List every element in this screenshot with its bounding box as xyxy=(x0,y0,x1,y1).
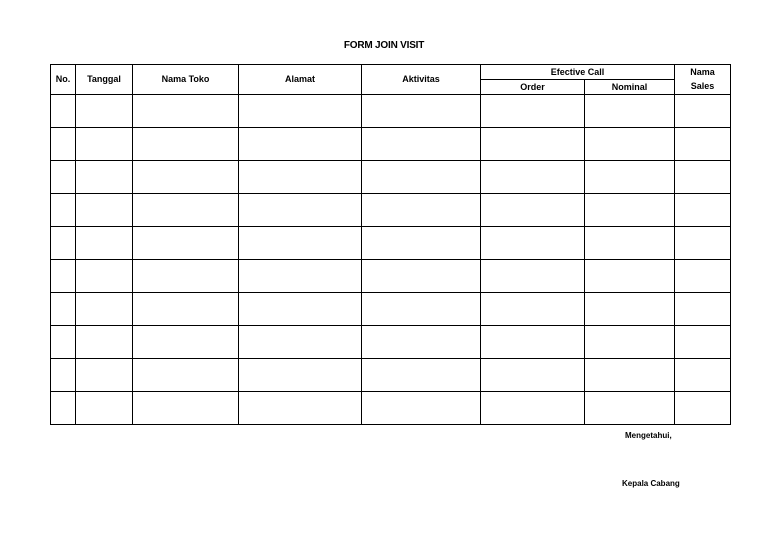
header-efective-call: Efective Call xyxy=(481,65,675,80)
tanggal-cell[interactable] xyxy=(76,260,133,293)
nama-toko-cell[interactable] xyxy=(133,161,239,194)
order-cell[interactable] xyxy=(481,392,585,425)
aktivitas-cell[interactable] xyxy=(362,359,481,392)
tanggal-cell[interactable] xyxy=(76,359,133,392)
nominal-cell[interactable] xyxy=(585,194,675,227)
aktivitas-cell[interactable] xyxy=(362,260,481,293)
nama-toko-cell[interactable] xyxy=(133,95,239,128)
no-cell[interactable] xyxy=(51,128,76,161)
tanggal-cell[interactable] xyxy=(76,95,133,128)
nominal-cell[interactable] xyxy=(585,161,675,194)
alamat-cell[interactable] xyxy=(239,194,362,227)
no-cell[interactable] xyxy=(51,161,76,194)
order-cell[interactable] xyxy=(481,95,585,128)
nama-toko-cell[interactable] xyxy=(133,128,239,161)
order-cell[interactable] xyxy=(481,293,585,326)
tanggal-cell[interactable] xyxy=(76,161,133,194)
join-visit-table xyxy=(50,64,731,425)
tanggal-cell[interactable] xyxy=(76,194,133,227)
nama-sales-cell[interactable] xyxy=(675,95,731,128)
nama-toko-cell[interactable] xyxy=(133,392,239,425)
nama-sales-cell[interactable] xyxy=(675,128,731,161)
alamat-cell[interactable] xyxy=(239,359,362,392)
header-alamat: Alamat xyxy=(239,65,362,95)
header-order: Order xyxy=(481,80,585,95)
table-row xyxy=(51,227,731,260)
table-body xyxy=(51,95,731,425)
order-cell[interactable] xyxy=(481,260,585,293)
no-cell[interactable] xyxy=(51,326,76,359)
order-cell[interactable] xyxy=(481,161,585,194)
aktivitas-cell[interactable] xyxy=(362,95,481,128)
signatory-role: Kepala Cabang xyxy=(622,479,680,488)
aktivitas-cell[interactable] xyxy=(362,293,481,326)
nominal-cell[interactable] xyxy=(585,392,675,425)
order-cell[interactable] xyxy=(481,128,585,161)
nominal-cell[interactable] xyxy=(585,227,675,260)
table-row xyxy=(51,326,731,359)
header-tanggal: Tanggal xyxy=(76,65,133,95)
header-nominal: Nominal xyxy=(585,80,675,95)
no-cell[interactable] xyxy=(51,359,76,392)
alamat-cell[interactable] xyxy=(239,128,362,161)
nama-sales-cell[interactable] xyxy=(675,326,731,359)
form-title: FORM JOIN VISIT xyxy=(343,40,425,51)
table-row xyxy=(51,161,731,194)
table-row xyxy=(51,260,731,293)
table-row xyxy=(51,359,731,392)
tanggal-cell[interactable] xyxy=(76,326,133,359)
aktivitas-cell[interactable] xyxy=(362,227,481,260)
table-header-row xyxy=(51,65,731,80)
table-row xyxy=(51,95,731,128)
table-row xyxy=(51,293,731,326)
alamat-cell[interactable] xyxy=(239,326,362,359)
header-no: No. xyxy=(51,65,76,95)
aktivitas-cell[interactable] xyxy=(362,326,481,359)
alamat-cell[interactable] xyxy=(239,260,362,293)
table-row xyxy=(51,392,731,425)
nama-sales-cell[interactable] xyxy=(675,359,731,392)
tanggal-cell[interactable] xyxy=(76,392,133,425)
no-cell[interactable] xyxy=(51,95,76,128)
order-cell[interactable] xyxy=(481,194,585,227)
nama-sales-cell[interactable] xyxy=(675,260,731,293)
header-nama-toko: Nama Toko xyxy=(133,65,239,95)
alamat-cell[interactable] xyxy=(239,227,362,260)
nama-sales-cell[interactable] xyxy=(675,293,731,326)
order-cell[interactable] xyxy=(481,326,585,359)
nama-toko-cell[interactable] xyxy=(133,326,239,359)
no-cell[interactable] xyxy=(51,293,76,326)
nominal-cell[interactable] xyxy=(585,95,675,128)
header-nama-sales-line1: Nama xyxy=(675,65,731,80)
nominal-cell[interactable] xyxy=(585,326,675,359)
nominal-cell[interactable] xyxy=(585,260,675,293)
alamat-cell[interactable] xyxy=(239,293,362,326)
nama-toko-cell[interactable] xyxy=(133,293,239,326)
header-nama-sales-line2: Sales xyxy=(675,80,731,95)
table-row xyxy=(51,128,731,161)
aktivitas-cell[interactable] xyxy=(362,128,481,161)
nama-sales-cell[interactable] xyxy=(675,161,731,194)
tanggal-cell[interactable] xyxy=(76,293,133,326)
table-row xyxy=(51,194,731,227)
no-cell[interactable] xyxy=(51,392,76,425)
nama-toko-cell[interactable] xyxy=(133,359,239,392)
order-cell[interactable] xyxy=(481,227,585,260)
aktivitas-cell[interactable] xyxy=(362,194,481,227)
nominal-cell[interactable] xyxy=(585,359,675,392)
acknowledged-label: Mengetahui, xyxy=(625,431,672,440)
nominal-cell[interactable] xyxy=(585,128,675,161)
nama-toko-cell[interactable] xyxy=(133,227,239,260)
no-cell[interactable] xyxy=(51,227,76,260)
no-cell[interactable] xyxy=(51,260,76,293)
nama-sales-cell[interactable] xyxy=(675,392,731,425)
aktivitas-cell[interactable] xyxy=(362,161,481,194)
alamat-cell[interactable] xyxy=(239,95,362,128)
alamat-cell[interactable] xyxy=(239,161,362,194)
alamat-cell[interactable] xyxy=(239,392,362,425)
aktivitas-cell[interactable] xyxy=(362,392,481,425)
header-aktivitas: Aktivitas xyxy=(362,65,481,95)
nama-sales-cell[interactable] xyxy=(675,194,731,227)
nama-toko-cell[interactable] xyxy=(133,194,239,227)
no-cell[interactable] xyxy=(51,194,76,227)
nominal-cell[interactable] xyxy=(585,293,675,326)
tanggal-cell[interactable] xyxy=(76,128,133,161)
order-cell[interactable] xyxy=(481,359,585,392)
nama-toko-cell[interactable] xyxy=(133,260,239,293)
nama-sales-cell[interactable] xyxy=(675,227,731,260)
tanggal-cell[interactable] xyxy=(76,227,133,260)
